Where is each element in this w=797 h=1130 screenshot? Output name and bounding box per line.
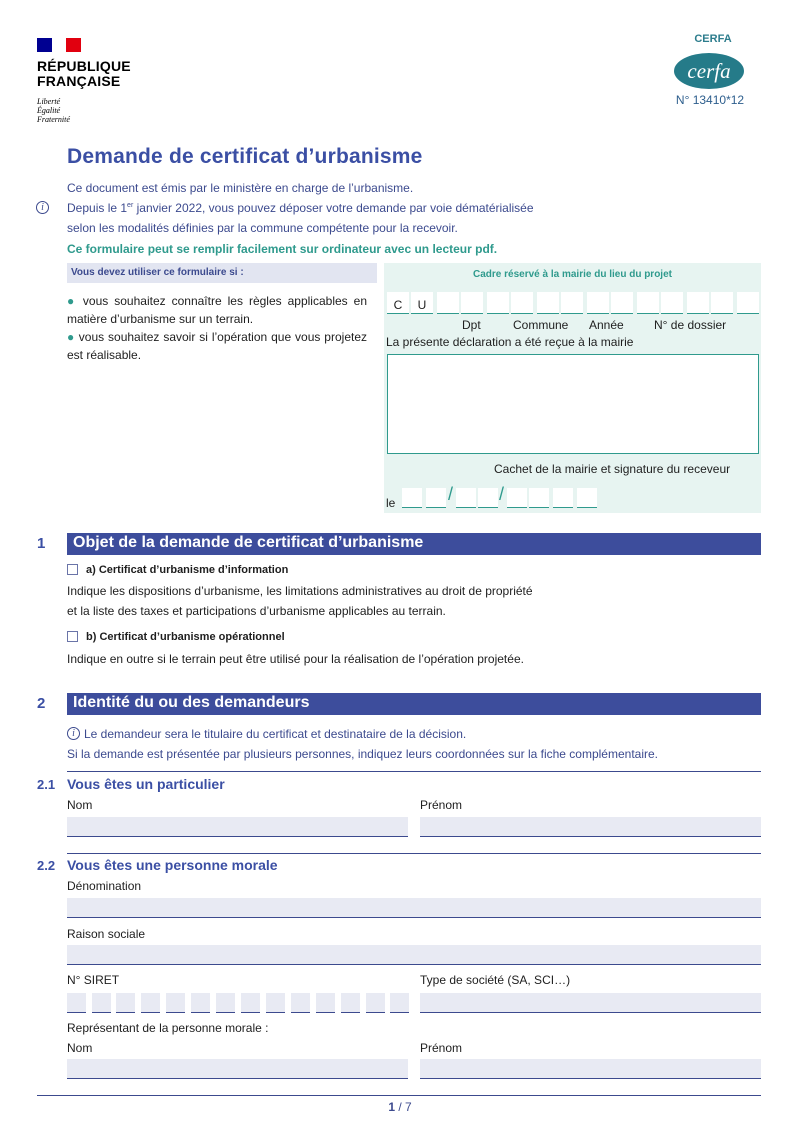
section-2-info-1: Le demandeur sera le titulaire du certificat et destinataire de la décision. (84, 727, 467, 741)
footer-divider (37, 1095, 761, 1096)
info-icon: i (36, 201, 49, 214)
siret-cell[interactable] (67, 993, 86, 1013)
dossier-cell[interactable] (711, 292, 733, 314)
date-cell[interactable] (426, 488, 446, 508)
siret-cell[interactable] (341, 993, 360, 1013)
date-cell[interactable] (507, 488, 527, 508)
intro-line-1: Ce document est émis par le ministère en charge de l’urbanisme. (67, 181, 414, 195)
option-b-text: Indique en outre si le terrain peut être utilisé pour la réalisation de l’opération projetée. (67, 652, 524, 666)
dossier-cell[interactable] (511, 292, 533, 314)
option-a-text-1: Indique les dispositions d’urbanisme, les limitations administratives au droit de propriété (67, 584, 533, 598)
date-slash: / (448, 484, 454, 504)
section-2-number: 2 (37, 695, 46, 712)
cerfa-logo: cerfa (674, 53, 744, 89)
siret-cell[interactable] (266, 993, 285, 1013)
dossier-cell[interactable] (611, 292, 633, 314)
date-cell[interactable] (456, 488, 476, 508)
cu-prefix-u: U (411, 292, 433, 314)
siret-cell[interactable] (92, 993, 111, 1013)
siret-cell[interactable] (191, 993, 210, 1013)
sub-2-2-number: 2.2 (37, 858, 56, 873)
sub-2-1-title: Vous êtes un particulier (67, 776, 225, 792)
dossier-cell[interactable] (587, 292, 609, 314)
label-commune: Commune (513, 318, 569, 332)
option-a-text-2: et la liste des taxes et participations d’urbanisme applicables au terrain. (67, 604, 446, 618)
sub-2-1-number: 2.1 (37, 777, 56, 792)
section-1-number: 1 (37, 535, 46, 552)
cu-prefix-c: C (387, 292, 409, 314)
dossier-cell[interactable] (637, 292, 659, 314)
denomination-label: Dénomination (67, 879, 142, 893)
type-societe-label: Type de société (SA, SCI…) (420, 973, 571, 987)
representant-label: Représentant de la personne morale : (67, 1021, 269, 1035)
type-societe-field[interactable] (420, 993, 761, 1013)
dossier-cell[interactable] (687, 292, 709, 314)
raison-sociale-field[interactable] (67, 945, 761, 965)
label-dossier: N° de dossier (654, 318, 727, 332)
siret-cell[interactable] (291, 993, 310, 1013)
dossier-cell[interactable] (737, 292, 759, 314)
siret-cell[interactable] (116, 993, 135, 1013)
cerfa-label: CERFA (694, 33, 732, 45)
siret-label: N° SIRET (67, 973, 120, 987)
intro-pdf-note: Ce formulaire peut se remplir facilement sur ordinateur avec un lecteur pdf. (67, 242, 498, 256)
denomination-field[interactable] (67, 898, 761, 918)
siret-cell[interactable] (141, 993, 160, 1013)
page-number: 1 / 7 (388, 1100, 412, 1114)
prenom-label: Prénom (420, 798, 463, 812)
option-a-label: a) Certificat d’urbanisme d’information (86, 564, 289, 576)
particulier-nom-field[interactable] (67, 817, 408, 837)
stamp-label: Cachet de la mairie et signature du receveur (494, 462, 731, 476)
received-label: La présente déclaration a été reçue à la mairie (386, 335, 634, 349)
representant-nom-field[interactable] (67, 1059, 408, 1079)
siret-cell[interactable] (166, 993, 185, 1013)
divider (67, 771, 761, 772)
siret-cell[interactable] (216, 993, 235, 1013)
date-slash: / (499, 484, 505, 504)
divider (67, 853, 761, 854)
date-cell[interactable] (402, 488, 422, 508)
intro-line-2: Depuis le 1er janvier 2022, vous pouvez déposer votre demande par voie dématérialisée (67, 201, 534, 215)
info-icon: i (67, 727, 80, 740)
republic-motto: Liberté Égalité Fraternité (37, 97, 70, 124)
option-b-checkbox[interactable] (67, 631, 78, 642)
siret-cell[interactable] (390, 993, 409, 1013)
mairie-heading: Cadre réservé à la mairie du lieu du projet (473, 269, 672, 280)
particulier-prenom-field[interactable] (420, 817, 761, 837)
date-cell[interactable] (478, 488, 498, 508)
usage-heading: Vous devez utiliser ce formulaire si : (67, 263, 377, 283)
dossier-cell[interactable] (487, 292, 509, 314)
representant-prenom-field[interactable] (420, 1059, 761, 1079)
raison-sociale-label: Raison sociale (67, 927, 146, 941)
date-label: le (386, 496, 396, 510)
reception-box[interactable] (387, 354, 759, 454)
option-a-checkbox[interactable] (67, 564, 78, 575)
date-cell[interactable] (577, 488, 597, 508)
siret-cell[interactable] (316, 993, 335, 1013)
siret-cell[interactable] (241, 993, 260, 1013)
sub-2-2-title: Vous êtes une personne morale (67, 857, 278, 873)
cerfa-number: N° 13410*12 (675, 93, 745, 107)
marianne-flag-icon (37, 38, 81, 52)
section-1-title: Objet de la demande de certificat d’urbanisme (67, 533, 761, 555)
intro-line-3: selon les modalités définies par la commune compétente pour la recevoir. (67, 221, 458, 235)
date-cell[interactable] (529, 488, 549, 508)
republic-name: RÉPUBLIQUE FRANÇAISE (37, 58, 131, 89)
dossier-cell[interactable] (461, 292, 483, 314)
usage-text: ● vous souhaitez connaître les règles applicables en matière d’urbanisme sur un terrain. ● vous souhaitez savoir si l’opération que vous projetez est réalisable. (67, 294, 367, 362)
option-b-label: b) Certificat d’urbanisme opérationnel (86, 631, 285, 643)
siret-cell[interactable] (366, 993, 385, 1013)
representant-nom-label: Nom (67, 1041, 93, 1055)
section-2-title: Identité du ou des demandeurs (67, 693, 761, 715)
page-title: Demande de certificat d’urbanisme (67, 145, 423, 168)
date-cell[interactable] (553, 488, 573, 508)
label-annee: Année (589, 318, 624, 332)
label-dpt: Dpt (462, 318, 481, 332)
dossier-cell[interactable] (661, 292, 683, 314)
dossier-cell[interactable] (437, 292, 459, 314)
dossier-cell[interactable] (537, 292, 559, 314)
representant-prenom-label: Prénom (420, 1041, 463, 1055)
section-2-info-2: Si la demande est présentée par plusieurs personnes, indiquez leurs coordonnées sur la fiche complémentaire. (67, 747, 659, 761)
nom-label: Nom (67, 798, 93, 812)
dossier-cell[interactable] (561, 292, 583, 314)
